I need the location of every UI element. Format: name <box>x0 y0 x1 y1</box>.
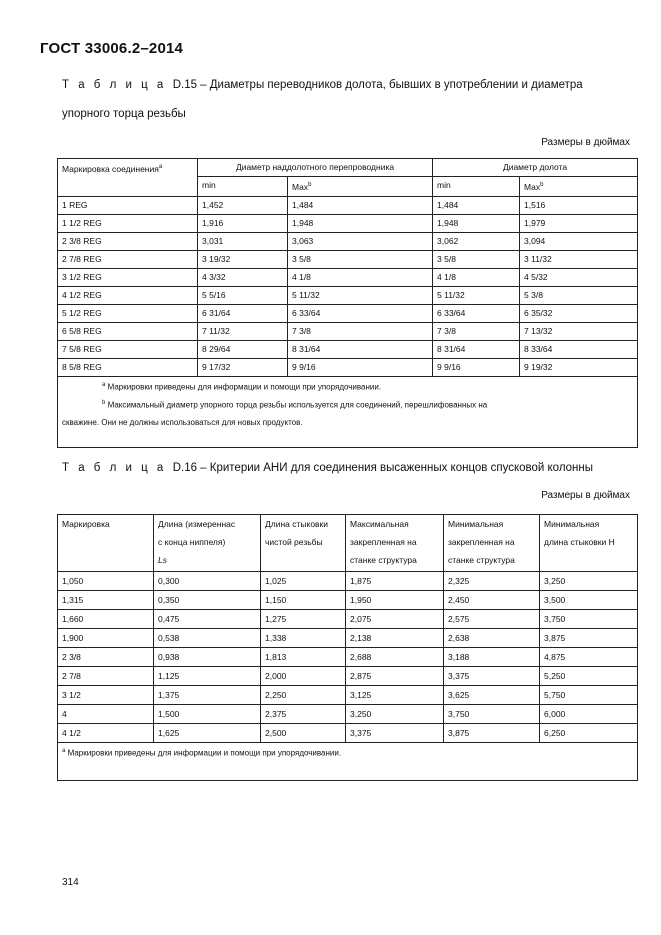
table15-row <box>58 250 638 268</box>
table16-cell: 3,500 <box>540 591 638 610</box>
table16-note: $^a$ Маркировки приведены для информации и помощи при упорядочивании. <box>58 743 638 781</box>
table16-cell: 1,275 <box>261 610 346 629</box>
table15-cell: 7 5/8 REG <box>58 340 198 358</box>
table15-cell: 1,979 <box>520 214 638 232</box>
table15-cell: 6 33/64 <box>433 304 520 322</box>
table15-cell: 7 3/8 <box>433 322 520 340</box>
table15-cell: 1 1/2 REG <box>58 214 198 232</box>
table15-cell: 4 5/32 <box>520 268 638 286</box>
table16-header-line: Маркировка <box>62 519 110 529</box>
table16-caption <box>62 462 593 474</box>
table15-cell: 8 5/8 REG <box>58 358 198 376</box>
table16-cell: 2,075 <box>346 610 444 629</box>
table16-header-cell <box>540 515 638 572</box>
table15-notes <box>58 376 638 447</box>
table16-header-line: Минимальная <box>544 519 600 529</box>
table16-header-line: Ls <box>158 555 167 565</box>
table15-row <box>58 196 638 214</box>
table16-cell: 2,375 <box>261 705 346 724</box>
table15-cell: 5 5/16 <box>198 286 288 304</box>
table15-title-line2: упорного торца резьбы <box>62 108 186 120</box>
table15-cell: 4 1/8 <box>288 268 433 286</box>
table16-cell: 0,300 <box>154 572 261 591</box>
table16-cell: 3,625 <box>444 686 540 705</box>
table16-cell: 3,188 <box>444 648 540 667</box>
table16-cell: 6,000 <box>540 705 638 724</box>
table16-cell: 2 7/8 <box>58 667 154 686</box>
table16-cell: 0,350 <box>154 591 261 610</box>
document-header: ГОСТ 33006.2–2014 <box>40 40 184 57</box>
table16-header-line: с конца ниппеля) <box>158 537 226 547</box>
table16-cell: 4 <box>58 705 154 724</box>
table16-cell: 1,660 <box>58 610 154 629</box>
table15-cell: 6 33/64 <box>288 304 433 322</box>
table15-cell: 4 1/8 <box>433 268 520 286</box>
table16-cell: 2,500 <box>261 724 346 743</box>
table15-header-row <box>58 159 638 177</box>
table15-cell: 8 29/64 <box>198 340 288 358</box>
table16-units: Размеры в дюймах <box>541 490 630 501</box>
table16-header-cell <box>154 515 261 572</box>
table16-cell: 1,025 <box>261 572 346 591</box>
table15-cell: 3,063 <box>288 232 433 250</box>
table15-row <box>58 340 638 358</box>
table15-cell: 2 7/8 REG <box>58 250 198 268</box>
table16-cell: 0,538 <box>154 629 261 648</box>
table15-subheader-min: min <box>433 177 520 197</box>
table16-label: Т а б л и ц а <box>62 462 167 474</box>
table16-cell: 1,338 <box>261 629 346 648</box>
table16-title: D.16 – Критерии АНИ для соединения высаженных концов спусковой колонны <box>172 462 594 474</box>
table16-cell: 2,575 <box>444 610 540 629</box>
table15-cell: 2 3/8 REG <box>58 232 198 250</box>
table16-header-cell <box>58 515 154 572</box>
table16-note-row <box>58 743 638 781</box>
table15-cell: 4 1/2 REG <box>58 286 198 304</box>
table15-cell: 3 1/2 REG <box>58 268 198 286</box>
table16-header-line: закрепленная на <box>448 537 515 547</box>
table16-header-cell <box>261 515 346 572</box>
table16-cell: 2,638 <box>444 629 540 648</box>
table15-cell: 3,094 <box>520 232 638 250</box>
table15-cell: 6 5/8 REG <box>58 322 198 340</box>
table16-cell: 3,375 <box>444 667 540 686</box>
table15-cell: 1,916 <box>198 214 288 232</box>
table15-cell: 7 11/32 <box>198 322 288 340</box>
table15-cell: 3 19/32 <box>198 250 288 268</box>
table16-header-line: закрепленная на <box>350 537 417 547</box>
table16-cell: 2,000 <box>261 667 346 686</box>
table15-note-b-cont: скважине. Они не должны использоваться для новых продуктов. <box>62 418 303 428</box>
table15-cell: 5 11/32 <box>433 286 520 304</box>
table16-cell: 2,138 <box>346 629 444 648</box>
table16-cell: 2,688 <box>346 648 444 667</box>
table16 <box>57 514 638 781</box>
table16-cell: 3,250 <box>346 705 444 724</box>
table16-cell: 4,875 <box>540 648 638 667</box>
table16-cell: 1,125 <box>154 667 261 686</box>
table16-header-cell <box>444 515 540 572</box>
table16-cell: 6,250 <box>540 724 638 743</box>
table16-cell: 5,750 <box>540 686 638 705</box>
table16-cell: 2,250 <box>261 686 346 705</box>
table16-cell: 1,500 <box>154 705 261 724</box>
table16-row <box>58 591 638 610</box>
table15-note-a: $^a$ Маркировки приведены для информации и помощи при упорядочивании. <box>102 381 382 392</box>
table15-cell: 5 11/32 <box>288 286 433 304</box>
table16-header-row <box>58 515 638 572</box>
table16-cell: 1,315 <box>58 591 154 610</box>
table16-row <box>58 572 638 591</box>
table16-cell: 1,375 <box>154 686 261 705</box>
table15-cell: 5 3/8 <box>520 286 638 304</box>
table16-cell: 1,875 <box>346 572 444 591</box>
table15-header-group1: Диаметр наддолотного перепроводника <box>198 159 433 177</box>
table16-row <box>58 724 638 743</box>
table16-header-line: станке структура <box>350 555 417 565</box>
table16-cell: 3,750 <box>444 705 540 724</box>
table16-row <box>58 648 638 667</box>
table15-cell: 8 33/64 <box>520 340 638 358</box>
table16-cell: 1,950 <box>346 591 444 610</box>
table15-cell: 7 13/32 <box>520 322 638 340</box>
table16-header-line: Минимальная <box>448 519 504 529</box>
table16-cell: 3,875 <box>540 629 638 648</box>
table15-caption <box>62 79 583 91</box>
table16-header-line: Длина стыковки <box>265 519 329 529</box>
table16-row <box>58 610 638 629</box>
table16-cell: 1,050 <box>58 572 154 591</box>
table16-cell: 2,450 <box>444 591 540 610</box>
table16-cell: 1,625 <box>154 724 261 743</box>
table16-header-line: Максимальная <box>350 519 409 529</box>
table15-cell: 8 31/64 <box>433 340 520 358</box>
table15-cell: 3,031 <box>198 232 288 250</box>
table16-header-line: чистой резьбы <box>265 537 323 547</box>
table15-row <box>58 232 638 250</box>
table16-cell: 3,875 <box>444 724 540 743</box>
table16-cell: 2 3/8 <box>58 648 154 667</box>
table16-cell: 2,325 <box>444 572 540 591</box>
table15-note-b: $^b$ Максимальный диаметр упорного торца резьбы используется для соединений, перешлифованных на <box>102 400 488 411</box>
table15 <box>57 158 638 448</box>
table15-row <box>58 214 638 232</box>
table16-header-line: Длина (измереннас <box>158 519 236 529</box>
table16-header-line: станке структура <box>448 555 515 565</box>
table15-cell: 8 31/64 <box>288 340 433 358</box>
table15-cell: 6 35/32 <box>520 304 638 322</box>
table15-subheader-max: Max$^b$ <box>520 177 638 197</box>
table16-cell: 5,250 <box>540 667 638 686</box>
table16-cell: 3,125 <box>346 686 444 705</box>
table15-cell: 1,484 <box>288 196 433 214</box>
table15-cell: 9 17/32 <box>198 358 288 376</box>
table16-row <box>58 667 638 686</box>
table16-row <box>58 629 638 648</box>
table15-cell: 7 3/8 <box>288 322 433 340</box>
table16-cell: 4 1/2 <box>58 724 154 743</box>
table15-row <box>58 304 638 322</box>
table15-note-row <box>58 376 638 447</box>
table15-cell: 1,948 <box>433 214 520 232</box>
table15-header-marking: Маркировка соединения$^a$ <box>58 159 198 197</box>
table16-cell: 0,938 <box>154 648 261 667</box>
table15-cell: 1,452 <box>198 196 288 214</box>
table15-cell: 1,484 <box>433 196 520 214</box>
table16-cell: 3,250 <box>540 572 638 591</box>
table15-row <box>58 268 638 286</box>
table16-cell: 3,375 <box>346 724 444 743</box>
table15-cell: 1,516 <box>520 196 638 214</box>
table15-cell: 3,062 <box>433 232 520 250</box>
table15-cell: 3 5/8 <box>433 250 520 268</box>
table16-cell: 3 1/2 <box>58 686 154 705</box>
table16-cell: 2,875 <box>346 667 444 686</box>
table16-cell: 1,900 <box>58 629 154 648</box>
table16-row <box>58 705 638 724</box>
table15-subheader-min: min <box>198 177 288 197</box>
table15-cell: 3 11/32 <box>520 250 638 268</box>
table15-row <box>58 286 638 304</box>
table15-title-line1: D.15 – Диаметры переводников долота, бывших в употреблении и диаметра <box>172 79 583 91</box>
table15-cell: 1,948 <box>288 214 433 232</box>
table15-row <box>58 322 638 340</box>
table15-cell: 9 9/16 <box>288 358 433 376</box>
table15-cell: 5 1/2 REG <box>58 304 198 322</box>
table16-header-line: длина стыковки H <box>544 537 615 547</box>
table16-cell: 3,750 <box>540 610 638 629</box>
page-number: 314 <box>62 877 79 888</box>
table15-cell: 4 3/32 <box>198 268 288 286</box>
table15-label: Т а б л и ц а <box>62 79 167 91</box>
table15-cell: 1 REG <box>58 196 198 214</box>
table15-cell: 6 31/64 <box>198 304 288 322</box>
table15-cell: 9 9/16 <box>433 358 520 376</box>
table16-cell: 0,475 <box>154 610 261 629</box>
table16-cell: 1,813 <box>261 648 346 667</box>
table16-row <box>58 686 638 705</box>
table15-subheader-max: Max$^b$ <box>288 177 433 197</box>
table15-units: Размеры в дюймах <box>541 137 630 148</box>
table15-cell: 3 5/8 <box>288 250 433 268</box>
table16-cell: 1,150 <box>261 591 346 610</box>
table15-header-group2: Диаметр долота <box>433 159 638 177</box>
table15-cell: 9 19/32 <box>520 358 638 376</box>
table16-header-cell <box>346 515 444 572</box>
table15-row <box>58 358 638 376</box>
